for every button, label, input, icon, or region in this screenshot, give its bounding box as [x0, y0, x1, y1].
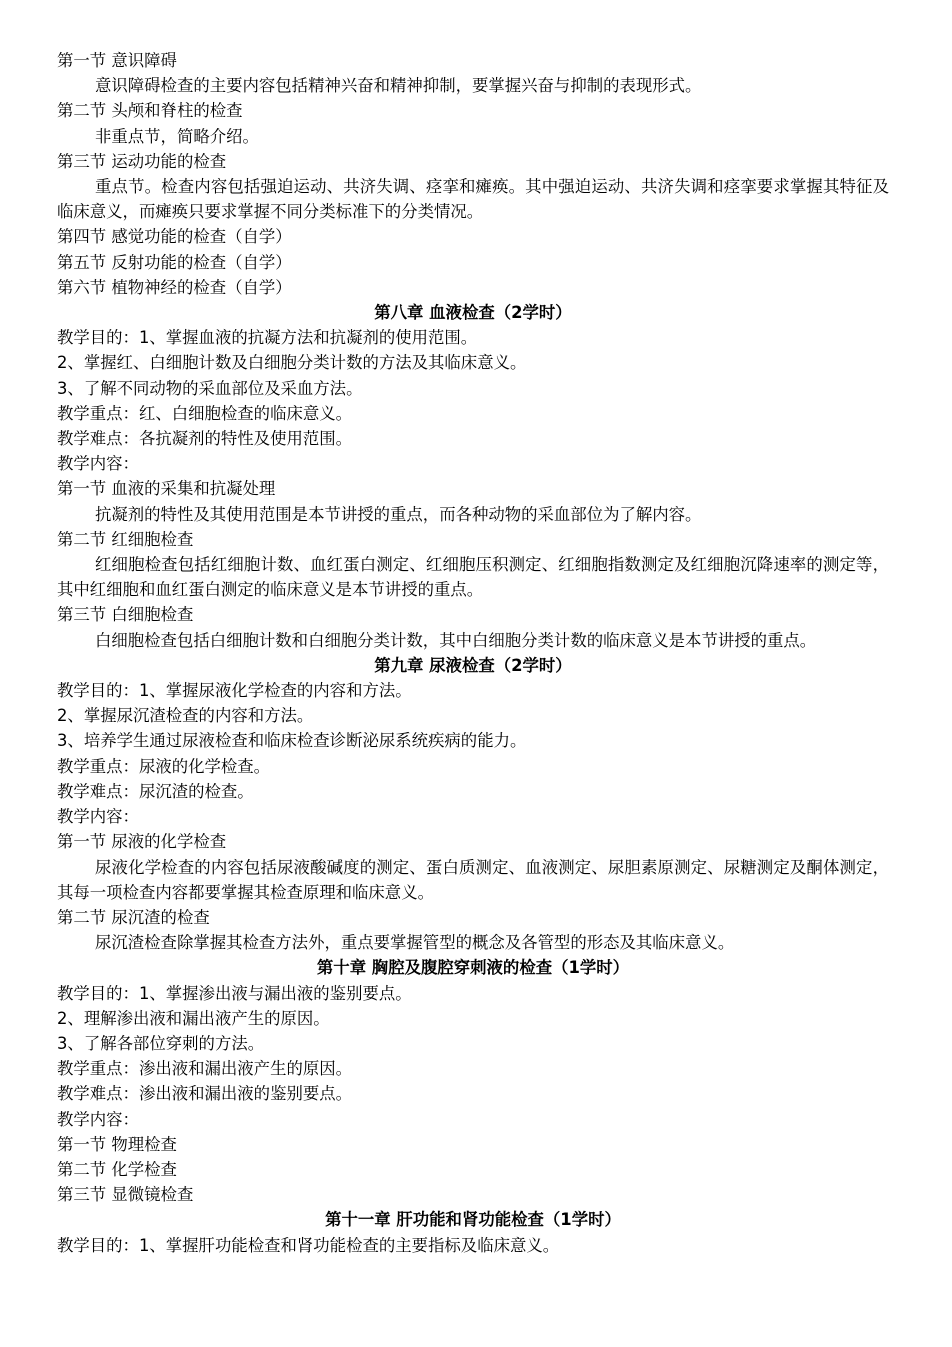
chapter-title: 第十章 胸腔及腹腔穿刺液的检查（1学时） — [316, 958, 630, 978]
section-heading: 第四节 感觉功能的检查（自学） — [57, 227, 292, 247]
body-paragraph: 白细胞检查包括白细胞计数和白细胞分类计数，其中白细胞分类计数的临床意义是本节讲授的重点。 — [95, 630, 817, 650]
section-heading: 第二节 红细胞检查 — [57, 529, 194, 549]
text-line: 教学难点：各抗凝剂的特性及使用范围。 — [57, 429, 353, 449]
section-heading: 第一节 物理检查 — [57, 1134, 177, 1154]
section-heading: 第一节 血液的采集和抗凝处理 — [57, 479, 276, 499]
text-line: 3、了解各部位穿刺的方法。 — [57, 1033, 265, 1053]
text-line: 教学重点：尿液的化学检查。 — [57, 756, 271, 776]
chapter-title: 第九章 尿液检查（2学时） — [374, 655, 572, 675]
text-line: 教学目的：1、掌握渗出液与漏出液的鉴别要点。 — [57, 983, 412, 1003]
section-heading: 第三节 白细胞检查 — [57, 605, 194, 625]
chapter-title: 第八章 血液检查（2学时） — [374, 303, 572, 323]
section-heading: 第六节 植物神经的检查（自学） — [57, 277, 292, 297]
text-line: 3、了解不同动物的采血部位及采血方法。 — [57, 378, 363, 398]
section-heading: 第二节 化学检查 — [57, 1159, 177, 1179]
body-paragraph: 重点节。检查内容包括强迫运动、共济失调、痉挛和瘫痪。其中强迫运动、共济失调和痉挛要求掌握其特征及临床意义，而瘫痪只要求掌握不同分类标准下的分类情况。 — [57, 177, 889, 222]
text-line: 教学目的：1、掌握肝功能检查和肾功能检查的主要指标及临床意义。 — [57, 1235, 560, 1255]
document-body — [57, 48, 889, 1258]
text-line: 教学难点：渗出液和漏出液的鉴别要点。 — [57, 1084, 353, 1104]
section-heading: 第一节 意识障碍 — [57, 51, 177, 70]
text-line: 2、掌握尿沉渣检查的内容和方法。 — [57, 706, 314, 726]
section-heading: 第一节 尿液的化学检查 — [57, 832, 227, 852]
chapter-title: 第十一章 肝功能和肾功能检查（1学时） — [325, 1210, 621, 1230]
text-line: 2、掌握红、白细胞计数及白细胞分类计数的方法及其临床意义。 — [57, 353, 527, 373]
section-heading: 第三节 显微镜检查 — [57, 1185, 194, 1205]
text-line: 3、培养学生通过尿液检查和临床检查诊断泌尿系统疾病的能力。 — [57, 731, 527, 751]
body-paragraph: 非重点节，简略介绍。 — [95, 126, 259, 146]
text-line: 教学重点：渗出液和漏出液产生的原因。 — [57, 1059, 353, 1079]
text-line: 教学目的：1、掌握血液的抗凝方法和抗凝剂的使用范围。 — [57, 328, 478, 348]
body-paragraph: 红细胞检查包括红细胞计数、血红蛋白测定、红细胞压积测定、红细胞指数测定及红细胞沉降速率的测定等，其中红细胞和血红蛋白测定的临床意义是本节讲授的重点。 — [57, 555, 889, 600]
text-line: 2、理解渗出液和漏出液产生的原因。 — [57, 1008, 330, 1028]
body-paragraph: 尿液化学检查的内容包括尿液酸碱度的测定、蛋白质测定、血液测定、尿胆素原测定、尿糖测定及酮体测定，其每一项检查内容都要掌握其检查原理和临床意义。 — [57, 857, 889, 902]
text-line: 教学难点：尿沉渣的检查。 — [57, 781, 254, 801]
section-heading: 第二节 头颅和脊柱的检查 — [57, 101, 243, 121]
text-line: 教学内容： — [57, 1109, 139, 1129]
section-heading: 第二节 尿沉渣的检查 — [57, 907, 210, 927]
text-line: 教学目的：1、掌握尿液化学检查的内容和方法。 — [57, 681, 412, 701]
text-line: 教学内容： — [57, 454, 139, 474]
section-heading: 第五节 反射功能的检查（自学） — [57, 252, 292, 272]
body-paragraph: 抗凝剂的特性及其使用范围是本节讲授的重点，而各种动物的采血部位为了解内容。 — [95, 504, 702, 524]
text-line: 教学内容： — [57, 807, 139, 827]
body-paragraph: 尿沉渣检查除掌握其检查方法外，重点要掌握管型的概念及各管型的形态及其临床意义。 — [95, 933, 735, 953]
text-line: 教学重点：红、白细胞检查的临床意义。 — [57, 403, 353, 423]
section-heading: 第三节 运动功能的检查 — [57, 151, 227, 171]
body-paragraph: 意识障碍检查的主要内容包括精神兴奋和精神抑制，要掌握兴奋与抑制的表现形式。 — [95, 76, 702, 96]
